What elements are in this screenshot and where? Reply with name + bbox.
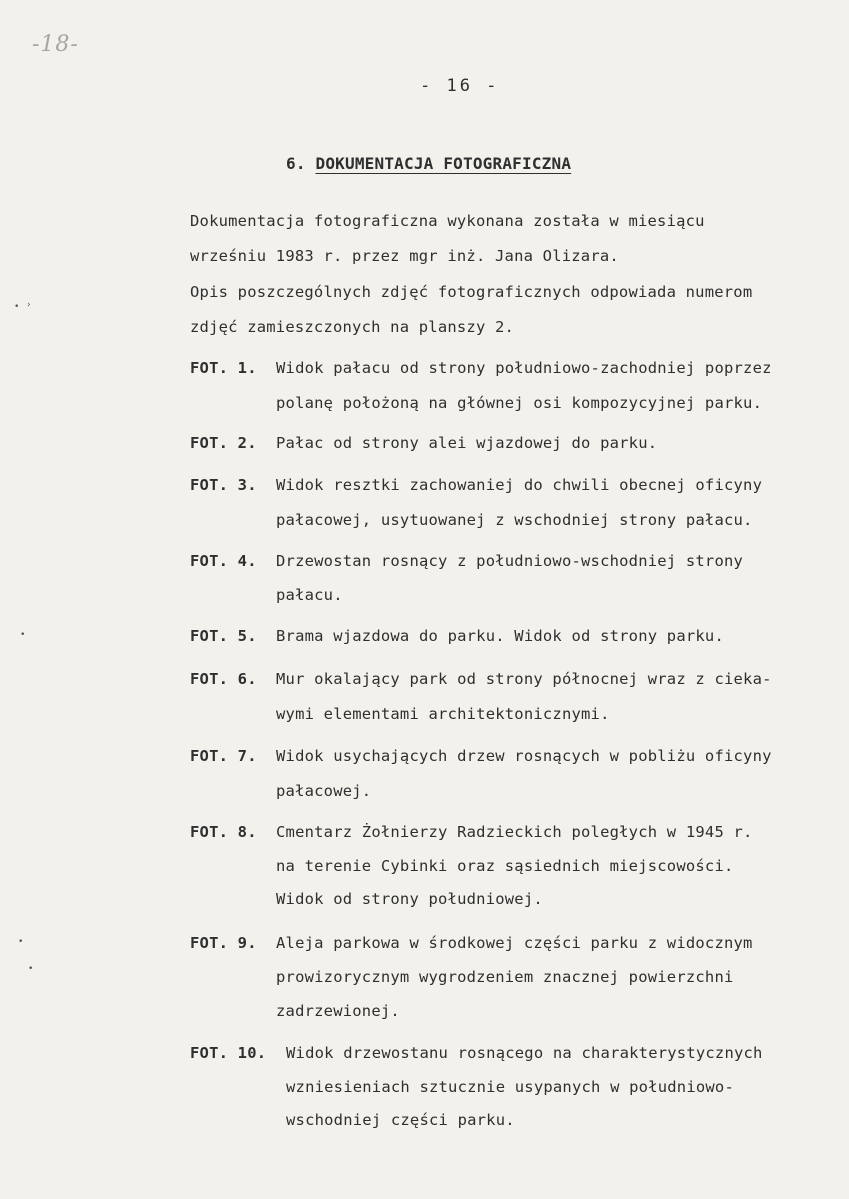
photo-description-line: Mur okalający park od strony północnej wraz z cieka- — [276, 670, 772, 688]
section-heading — [286, 154, 571, 173]
photo-description-line: Drzewostan rosnący z południowo-wschodniej strony — [276, 552, 744, 570]
photo-label: FOT. 7. — [190, 747, 257, 765]
photo-label: FOT. 1. — [190, 359, 257, 377]
scan-speck: • — [18, 937, 24, 947]
photo-description-line: polanę położoną na głównej osi kompozycyjnej parku. — [276, 394, 763, 412]
photo-description-line: Brama wjazdowa do parku. Widok od strony parku. — [276, 627, 724, 645]
intro-line: Opis poszczególnych zdjęć fotograficznych odpowiada numerom — [190, 283, 753, 301]
photo-description-line: pałacowej. — [276, 782, 372, 800]
photo-description-line: Widok drzewostanu rosnącego na charakterystycznych — [286, 1044, 763, 1062]
photo-description-line: pałacu. — [276, 586, 343, 604]
photo-label: FOT. 2. — [190, 434, 257, 452]
scan-speck: • — [28, 964, 34, 974]
photo-label: FOT. 4. — [190, 552, 257, 570]
intro-line: wrześniu 1983 r. przez mgr inż. Jana Olizara. — [190, 247, 619, 265]
section-number: 6. — [286, 154, 306, 173]
photo-label: FOT. 3. — [190, 476, 257, 494]
photo-description-line: prowizorycznym wygrodzeniem znacznej powierzchni — [276, 968, 734, 986]
photo-description-line: Widok pałacu od strony południowo-zachodniej poprzez — [276, 359, 772, 377]
photo-description-line: Widok od strony południowej. — [276, 890, 543, 908]
section-title: DOKUMENTACJA FOTOGRAFICZNA — [315, 154, 572, 173]
photo-description-line: wzniesieniach sztucznie usypanych w południowo- — [286, 1078, 734, 1096]
archive-number: -18- — [32, 32, 79, 57]
photo-label: FOT. 6. — [190, 670, 257, 688]
photo-label: FOT. 8. — [190, 823, 257, 841]
photo-description-line: na terenie Cybinki oraz sąsiednich miejscowości. — [276, 857, 734, 875]
photo-description-line: zadrzewionej. — [276, 1002, 400, 1020]
photo-description-line: Pałac od strony alei wjazdowej do parku. — [276, 434, 658, 452]
scan-speck: • — [20, 630, 26, 640]
photo-description-line: Cmentarz Żołnierzy Radzieckich poległych w 1945 r. — [276, 823, 753, 841]
photo-description-line: wymi elementami architektonicznymi. — [276, 705, 610, 723]
scan-speck: › — [26, 300, 32, 310]
photo-description-line: Widok resztki zachowaniej do chwili obecnej oficyny — [276, 476, 763, 494]
page-number: - 16 - — [420, 76, 500, 96]
intro-line: zdjęć zamieszczonych na planszy 2. — [190, 318, 515, 336]
photo-description-line: Aleja parkowa w środkowej części parku z widocznym — [276, 934, 753, 952]
scan-speck: • — [14, 302, 20, 312]
photo-description-line: pałacowej, usytuowanej z wschodniej strony pałacu. — [276, 511, 753, 529]
photo-label: FOT. 5. — [190, 627, 257, 645]
intro-line: Dokumentacja fotograficzna wykonana została w miesiącu — [190, 212, 705, 230]
photo-description-line: wschodniej części parku. — [286, 1111, 515, 1129]
photo-label: FOT. 9. — [190, 934, 257, 952]
photo-description-line: Widok usychających drzew rosnących w pobliżu oficyny — [276, 747, 772, 765]
photo-label: FOT. 10. — [190, 1044, 267, 1062]
